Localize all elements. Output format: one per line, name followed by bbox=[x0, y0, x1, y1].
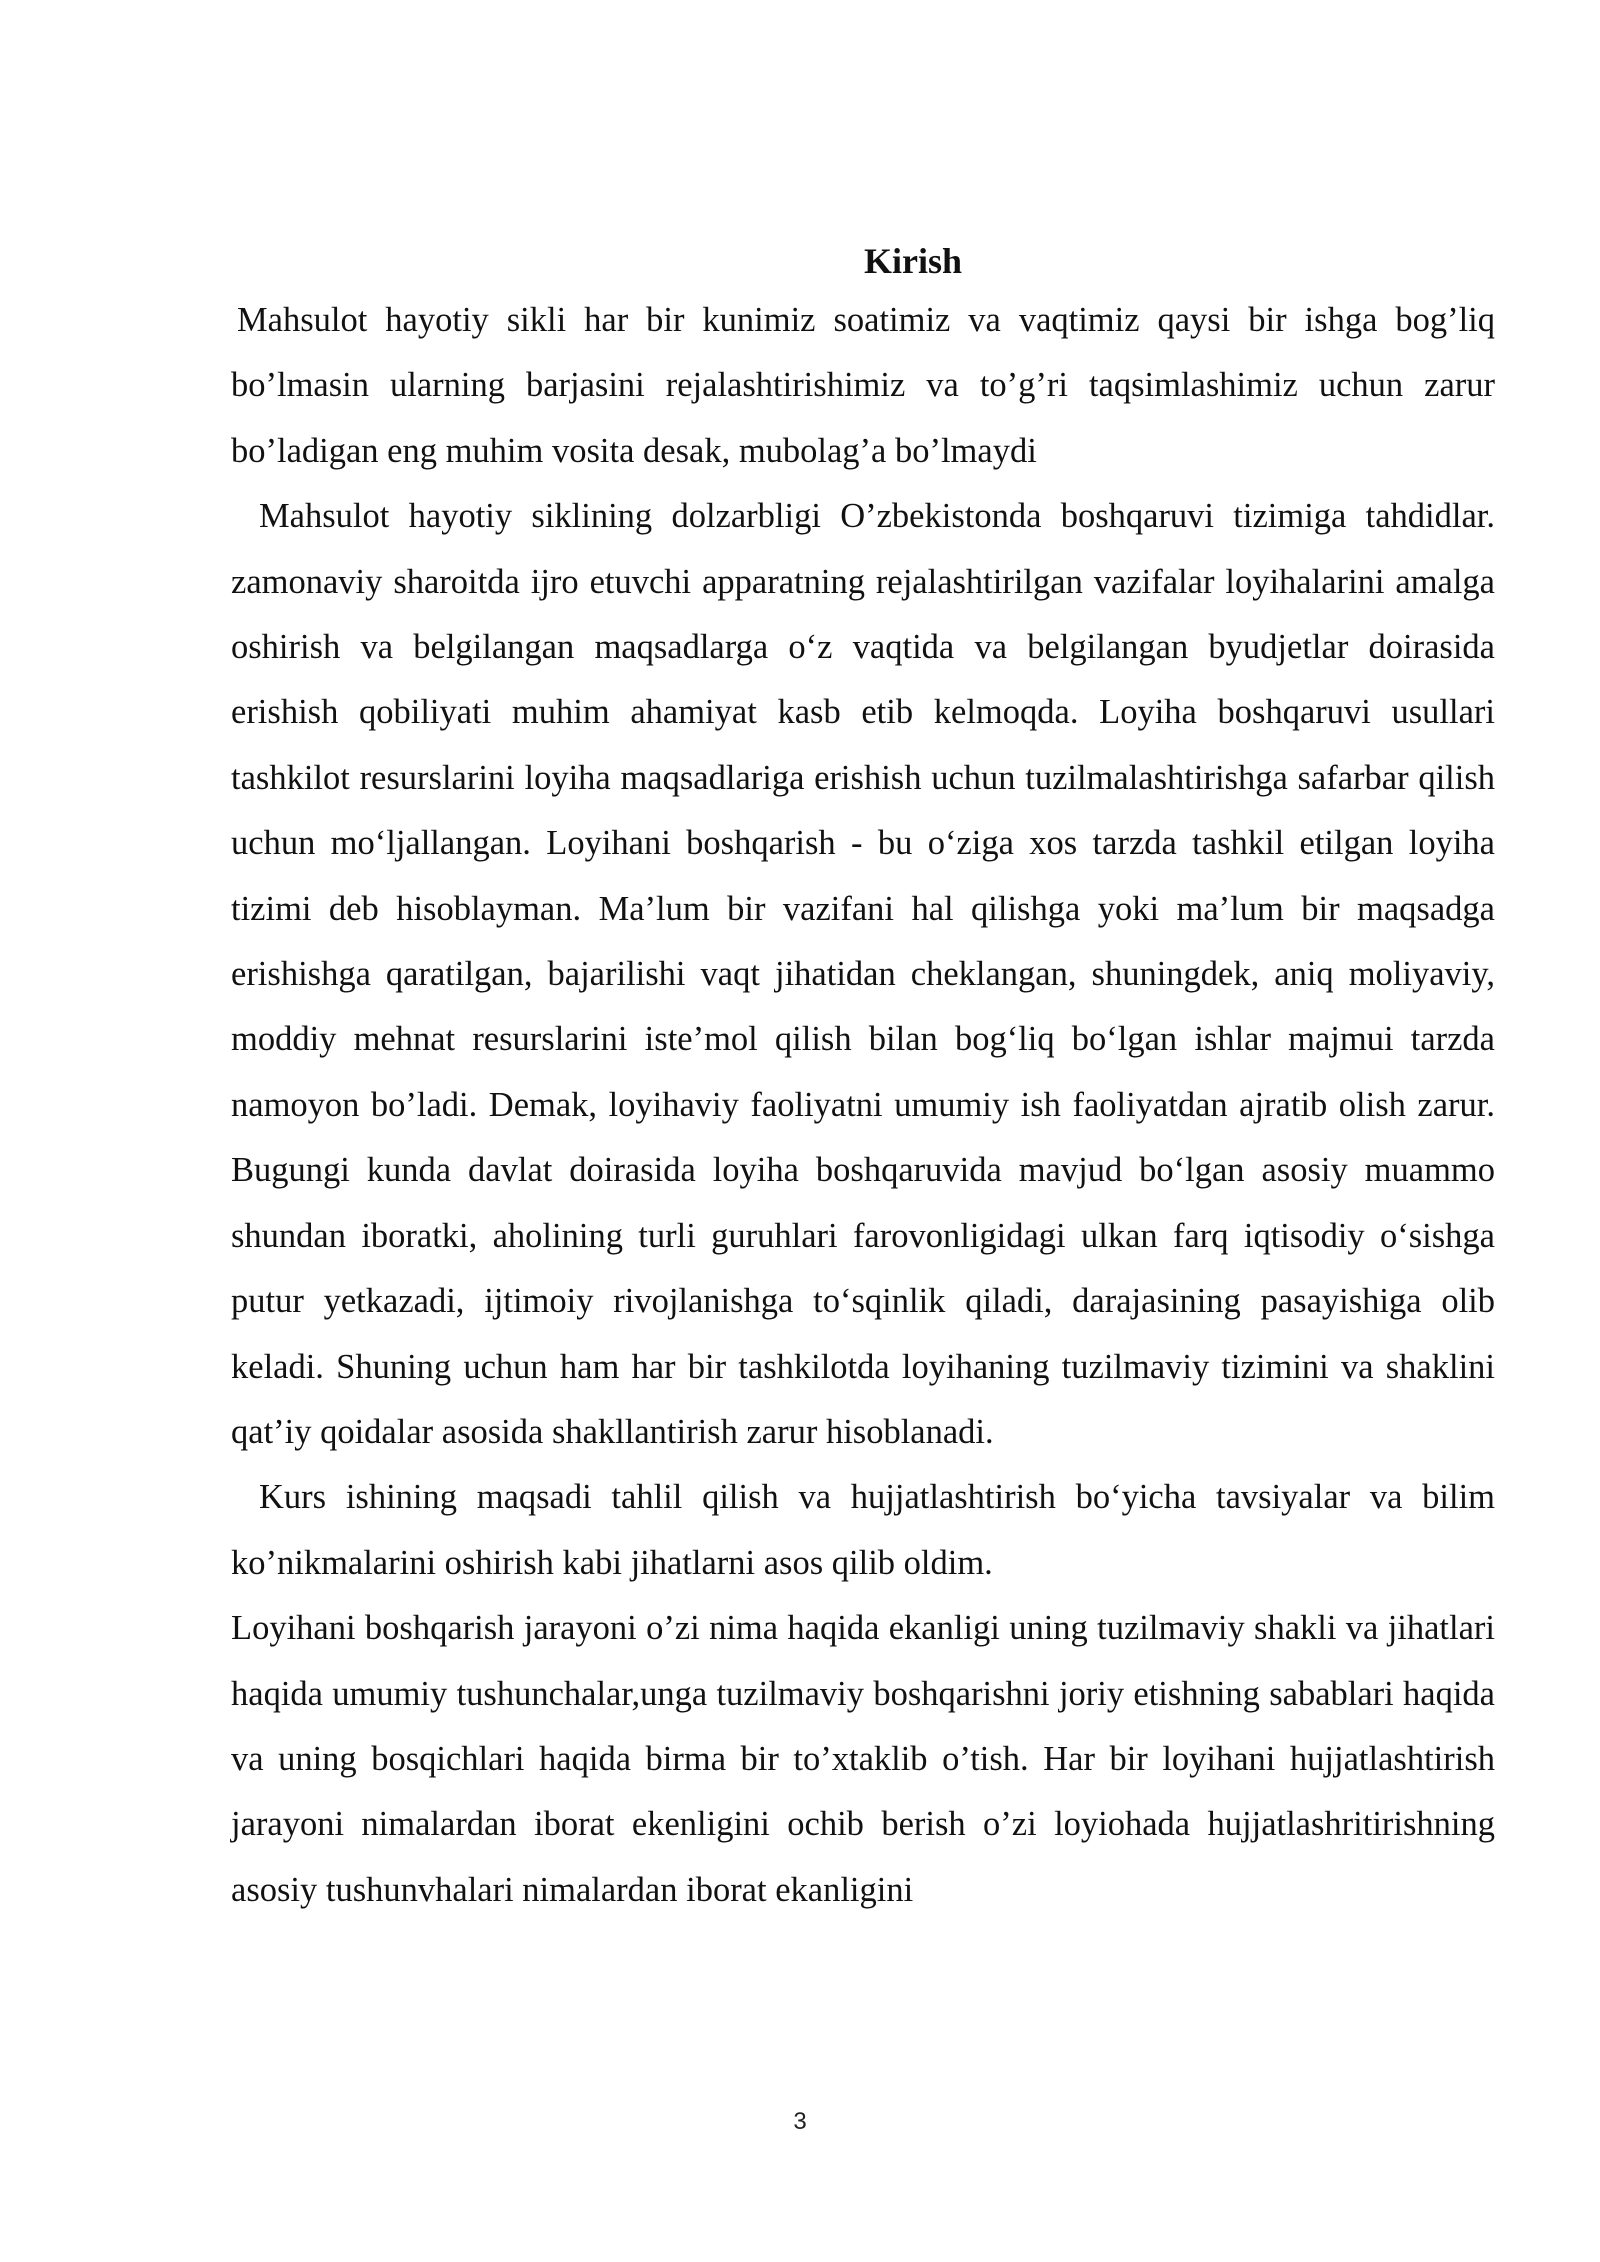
paragraph-goal: Kurs ishining maqsadi tahlil qilish va hujjatlashtirish bo‘yicha tavsiyalar va bilim ko’nikmalarini oshirish kabi jihatlarni asos qilib oldim. bbox=[231, 1478, 1495, 1582]
paragraph-tasks: Loyihani boshqarish jarayoni o’zi nima haqida ekanligi uning tuzilmaviy shakli va jihatlari haqida umumiy tushunchalar,unga tuzilmaviy boshqarishni joriy etishning sabablari haqida va uning bosqichlari haqida birma bir to’xtaklib o’tish. Har bir loyihani hujjatlashtirish jarayoni nimalardan iborat ekenligini ochib berish o’zi loyiohada hujjatlashritirishning asosiy tushunvhalari nimalardan iborat ekanligini bbox=[231, 1609, 1495, 1909]
page-title: Kirish bbox=[863, 241, 962, 281]
page-number: 3 bbox=[793, 2108, 807, 2135]
page-body bbox=[231, 238, 1495, 1923]
paragraph-intro: Mahsulot hayotiy sikli har bir kunimiz soatimiz va vaqtimiz qaysi bir ishga bog’liq bo’lmasin ularning barjasini rejalashtirishimiz va to’g’ri taqsimlashimiz uchun zarur bo’ladigan eng muhim vosita desak, mubolag’a bo’lmaydi bbox=[231, 301, 1495, 470]
paragraph-relevance: Mahsulot hayotiy siklining dolzarbligi O’zbekistonda boshqaruvi tizimiga tahdidlar. zamonaviy sharoitda ijro etuvchi apparatning rejalashtirilgan vazifalar loyihalarini amalga oshirish va belgilangan maqsadlarga o‘z vaqtida va belgilangan byudjetlar doirasida erishish qobiliyati muhim ahamiyat kasb etib kelmoqda. Loyiha boshqaruvi usullari tashkilot resurslarini loyiha maqsadlariga erishish uchun tuzilmalashtirishga safarbar qilish uchun mo‘ljallangan. Loyihani boshqarish - bu o‘ziga xos tarzda tashkil etilgan loyiha tizimi deb hisoblayman. Ma’lum bir vazifani hal qilishga yoki ma’lum bir maqsadga erishishga qaratilgan, bajarilishi vaqt jihatidan cheklangan, shuningdek, aniq moliyaviy, moddiy mehnat resurslarini iste’mol qilish bilan bog‘liq bo‘lgan ishlar majmui tarzda namoyon bo’ladi. Demak, loyihaviy faoliyatni umumiy ish faoliyatdan ajratib olish zarur. Bugungi kunda davlat doirasida loyiha boshqaruvida mavjud bo‘lgan asosiy muammo shundan iboratki, aholining turli guruhlari farovonligidagi ulkan farq iqtisodiy o‘sishga putur yetkazadi, ijtimoiy rivojlanishga to‘sqinlik qiladi, darajasining pasayishiga olib keladi. Shuning uchun ham har bir tashkilotda loyihaning tuzilmaviy tizimini va shaklini qat’iy qoidalar asosida shakllantirish zarur hisoblanadi. bbox=[231, 497, 1495, 1451]
